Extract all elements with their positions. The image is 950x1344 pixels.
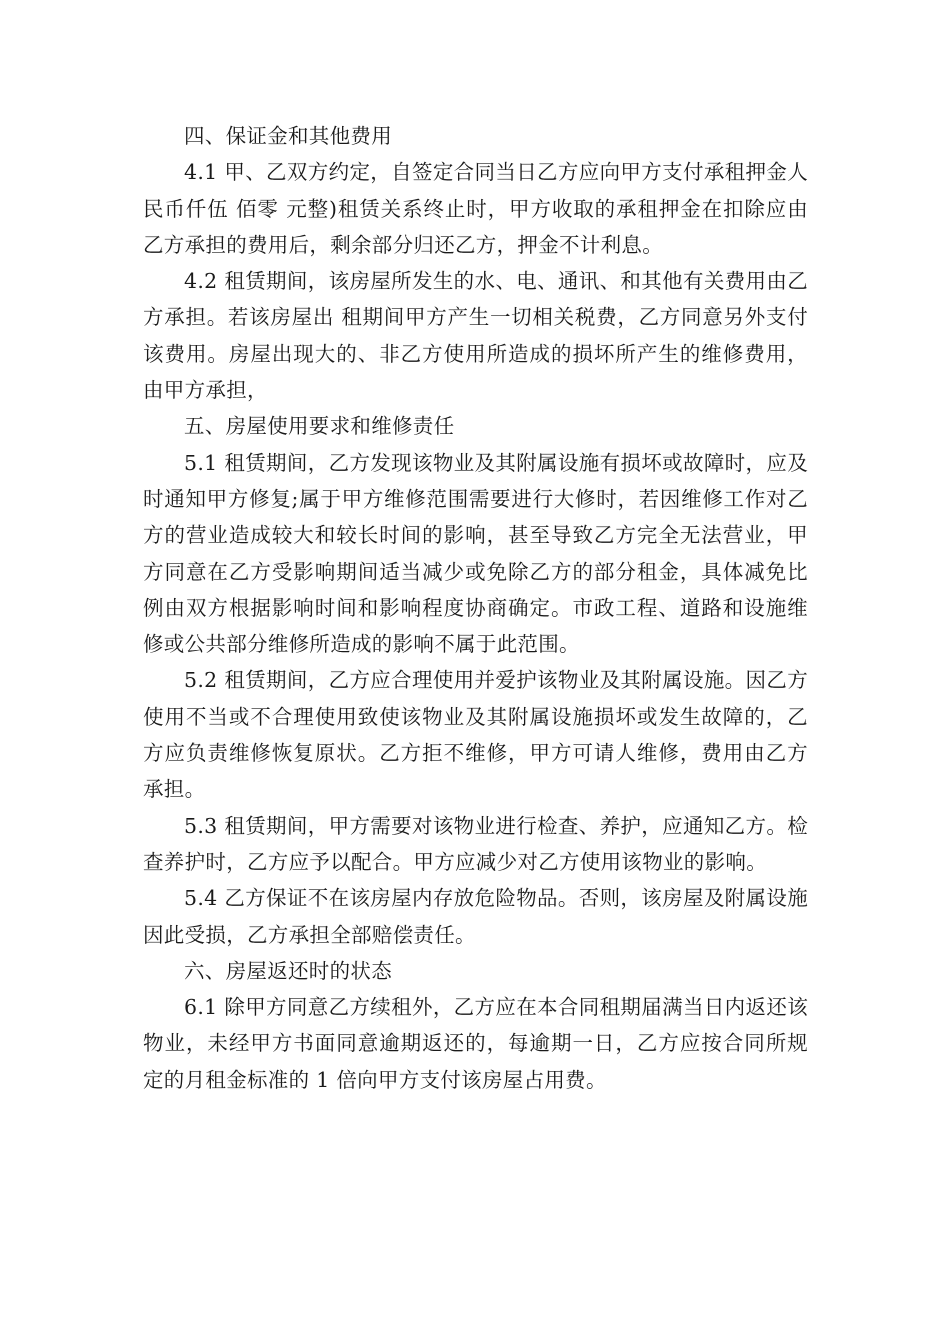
clause-5-2: 5.2 租赁期间，乙方应合理使用并爱护该物业及其附属设施。因乙方使用不当或不合理使用致使该物业及其附属设施损坏或发生故障的，乙方应负责维修恢复原状。乙方拒不维修，甲方可请人维修，费用由乙方承担。 [143,668,808,802]
section-heading-4: 四、保证金和其他费用 [184,124,392,148]
section-heading-5: 五、房屋使用要求和维修责任 [184,414,455,439]
clause-4-1: 4.1 甲、乙双方约定，自签定合同当日乙方应向甲方支付承租押金人民币仟伍 佰零 元整)租赁关系终止时，甲方收取的承租押金在扣除应由乙方承担的费用后，剩余部分归还乙方，押金不计利息。 [143,160,808,257]
clause-5-4: 5.4 乙方保证不在该房屋内存放危险物品。否则，该房屋及附属设施因此受损，乙方承担全部赔偿责任。 [143,886,808,947]
section-heading-6: 六、房屋返还时的状态 [184,958,392,983]
clause-5-1: 5.1 租赁期间，乙方发现该物业及其附属设施有损坏或故障时，应及时通知甲方修复;属于甲方维修范围需要进行大修时，若因维修工作对乙方的营业造成较大和较长时间的影响，甚至导致乙方完全无法营业，甲方同意在乙方受影响期间适当减少或免除乙方的部分租金，具体减免比例由双方根据影响时间和影响程度协商确定。市政工程、道路和设施维修或公共部分维修所造成的影响不属于此范围。 [143,450,808,657]
clause-5-3: 5.3 租赁期间，甲方需要对该物业进行检查、养护，应通知乙方。检查养护时，乙方应予以配合。甲方应减少对乙方使用该物业的影响。 [143,813,808,874]
clause-4-2: 4.2 租赁期间，该房屋所发生的水、电、通讯、和其他有关费用由乙方承担。若该房屋出 租期间甲方产生一切相关税费，乙方同意另外支付该费用。房屋出现大的、非乙方使用所造成的损坏所产生的维修费用，由甲方承担， [143,269,808,403]
clause-6-1: 6.1 除甲方同意乙方续租外，乙方应在本合同租期届满当日内返还该物业，未经甲方书面同意逾期返还的，每逾期一日，乙方应按合同所规定的月租金标准的 1 倍向甲方支付该房屋占用费。 [143,995,808,1092]
document-body [143,118,808,1098]
